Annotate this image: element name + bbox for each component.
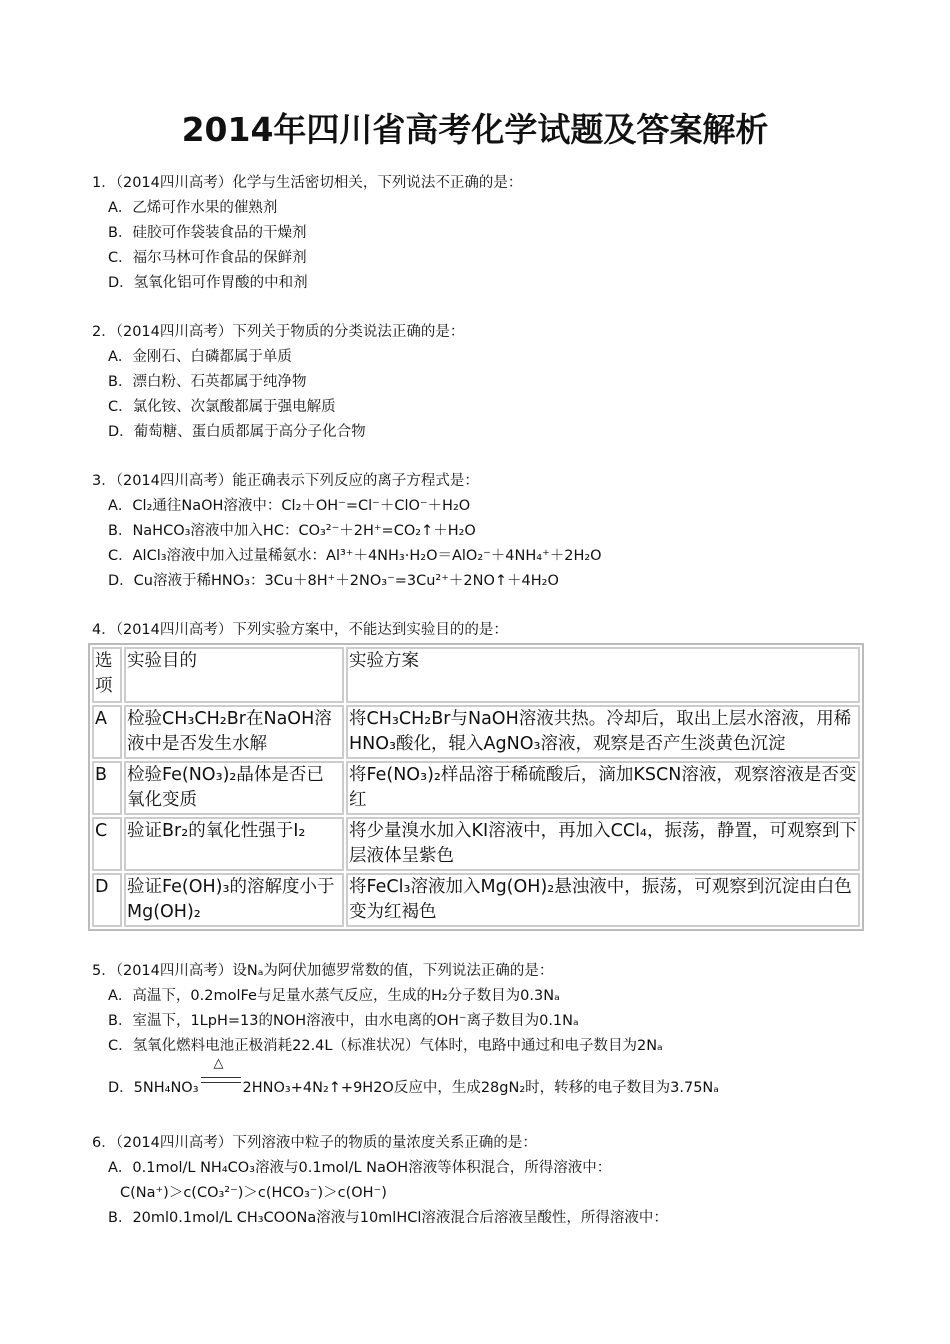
option [92,1056,892,1101]
table-cell: 验证Br₂的氧化性强于I₂ [124,817,344,871]
option: A．金刚石、白磷都属于单质 [108,349,292,365]
question-6 [92,1131,892,1231]
option: C．氯化铵、次氯酸都属于强电解质 [108,399,336,415]
option: C．氢氧化燃料电池正极消耗22.4L（标准状况）气体时，电路中通过和电子数目为2Nₐ [108,1038,663,1054]
table-cell: 检验CH₃CH₂Br在NaOH溶液中是否发生水解 [124,705,344,759]
table-cell: 验证Fe(OH)₃的溶解度小于Mg(OH)₂ [124,873,344,927]
question-stem: 3．（2014四川高考）能正确表示下列反应的离子方程式是： [92,473,479,489]
document-body [92,171,892,1255]
reaction-equals-sign [201,1056,241,1083]
option: D．Cu溶液于稀HNO₃：3Cu＋8H⁺＋2NO₃⁻=3Cu²⁺＋2NO↑＋4H₂O [108,573,559,589]
table-cell: C [92,817,122,871]
question-stem: 5．（2014四川高考）设Nₐ为阿伏加德罗常数的值，下列说法正确的是： [92,963,554,979]
table-header-cell: 实验方案 [346,647,860,703]
option: B．硅胶可作袋装食品的干燥剂 [108,225,307,241]
table-cell: D [92,873,122,927]
option: A．0.1mol/L NH₄CO₃溶液与0.1mol/L NaOH溶液等体积混合，所得溶液中： [108,1160,612,1176]
table-cell: 将Fe(NO₃)₂样品溶于稀硫酸后，滴加KSCN溶液，观察溶液是否变红 [346,761,860,815]
option: A．Cl₂通往NaOH溶液中：Cl₂＋OH⁻=Cl⁻＋ClO⁻＋H₂O [108,498,471,514]
option: D．氢氧化铝可作胃酸的中和剂 [108,275,308,291]
question-4 [92,618,892,931]
question-1 [92,171,892,296]
table-cell: 将少量溴水加入KI溶液中，再加入CCl₄，振荡，静置，可观察到下层液体呈紫色 [346,817,860,871]
question-2 [92,320,892,445]
option: A．高温下，0.2molFe与足量水蒸气反应，生成的H₂分子数目为0.3Nₐ [108,988,560,1004]
question-stem: 1．（2014四川高考）化学与生活密切相关，下列说法不正确的是： [92,175,523,191]
option: B．漂白粉、石英都属于纯净物 [108,374,307,390]
question-5 [92,959,892,1101]
document-title: 2014年四川省高考化学试题及答案解析 [181,110,769,149]
question-stem: 4．（2014四川高考）下列实验方案中，不能达到实验目的的是： [92,622,508,638]
option: C．福尔马林可作食品的保鲜剂 [108,250,307,266]
option: B．20ml0.1mol/L CH₃COONa溶液与10mlHCl溶液混合后溶液呈酸性，所得溶液中： [108,1210,668,1226]
table-header-cell: 选项 [92,647,122,703]
option: C．AlCl₃溶液中加入过量稀氨水：Al³⁺＋4NH₃·H₂O＝AlO₂⁻＋4NH₄⁺＋2H₂O [108,548,602,564]
option-d-right: 2HNO₃+4N₂↑+9H2O反应中，生成28gN₂时，转移的电子数目为3.75Nₐ [242,1080,719,1096]
experiment-table [88,643,864,931]
table-cell: 将FeCl₃溶液加入Mg(OH)₂悬浊液中，振荡，可观察到沉淀由白色变为红褐色 [346,873,860,927]
table-row [92,873,860,927]
option: B．NaHCO₃溶液中加入HC：CO₃²⁻＋2H⁺=CO₂↑＋H₂O [108,523,476,539]
option: D．葡萄糖、蛋白质都属于高分子化合物 [108,424,366,440]
option-d-left: D．5NH₄NO₃ [108,1080,199,1096]
table-cell: 将CH₃CH₂Br与NaOH溶液共热。冷却后，取出上层水溶液，用稀HNO₃酸化，辊入AgNO₃溶液，观察是否产生淡黄色沉淀 [346,705,860,759]
table-header-cell: 实验目的 [124,647,344,703]
option: B．室温下，1LpH=13的NOH溶液中，由水电离的OH⁻离子数目为0.1Nₐ [108,1013,579,1029]
heating-condition-symbol: △ [213,1056,224,1071]
table-row [92,761,860,815]
question-stem: 2．（2014四川高考）下列关于物质的分类说法正确的是： [92,324,465,340]
question-stem: 6．（2014四川高考）下列溶液中粒子的物质的量浓度关系正确的是： [92,1135,537,1151]
question-3 [92,469,892,594]
table-cell: B [92,761,122,815]
table-row [92,817,860,871]
table-cell: 检验Fe(NO₃)₂晶体是否已氧化变质 [124,761,344,815]
table-cell: A [92,705,122,759]
option: A．乙烯可作水果的催熟剂 [108,200,278,216]
table-row [92,705,860,759]
table-header-row [92,647,860,703]
option: C(Na⁺)＞c(CO₃²⁻)＞c(HCO₃⁻)＞c(OH⁻) [120,1185,387,1201]
